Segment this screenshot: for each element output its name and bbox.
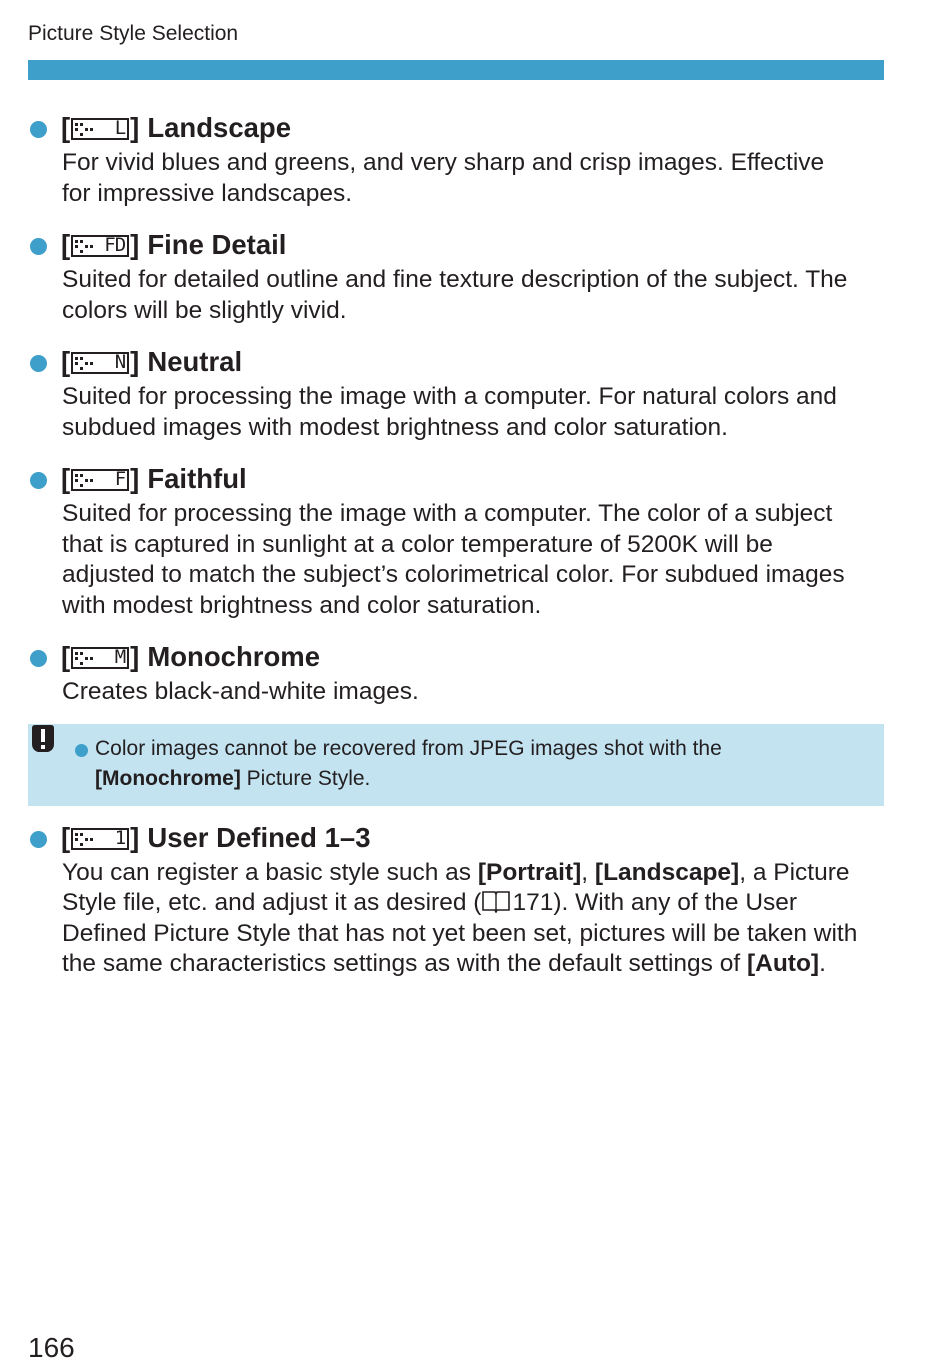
style-description: Suited for detailed outline and fine texture description of the subject. The colors will be slightly vivid. <box>62 266 848 324</box>
style-description: You can register a basic style such as [Portrait], [Landscape], a Picture Style file, etc. and adjust it as desired ( 171). With any of the User Defined Picture Style that has not yet been set, pictures will be taken with the same characteristics settings as with the default settings of [Auto]. <box>62 858 858 977</box>
bullet-icon <box>30 472 47 489</box>
style-item-monochrome: [ M ] Monochrome Creates black-and-white images. <box>28 639 888 708</box>
page-reference[interactable]: 171 <box>512 889 554 916</box>
style-title: Landscape <box>147 112 292 143</box>
style-title: Faithful <box>147 463 247 494</box>
style-item-user-defined: [ 1 ] User Defined 1–3 You can register a basic style such as [Portrait], [Landscape], a Picture Style file, etc. and adjust it as desired ( 171). With any of the User Defined Picture Style that has not yet been set, pictures will be taken with the same characteristics settings as with the default settings of [Auto]. <box>28 820 888 980</box>
page-number: 166 <box>28 1332 75 1363</box>
style-title: User Defined 1–3 <box>147 821 371 853</box>
bullet-icon <box>30 831 47 848</box>
book-icon <box>481 889 511 913</box>
bullet-icon <box>30 355 47 372</box>
picture-style-icon: F <box>71 469 129 491</box>
picture-style-icon: N <box>71 352 129 374</box>
caution-icon <box>28 724 58 754</box>
title-bar <box>28 60 884 80</box>
style-description: Suited for processing the image with a computer. The color of a subject that is captured in sunlight at a color temperature of 5200K will be adjusted to match the subject’s colorimetrical color. For subdued images with modest brightness and color saturation. <box>62 500 845 619</box>
style-item-fine-detail: [ FD ] Fine Detail Suited for detailed outline and fine texture description of the subject. The colors will be slightly vivid. <box>28 227 888 326</box>
style-title: Neutral <box>147 346 243 377</box>
picture-style-icon: 1 <box>71 828 129 850</box>
style-description: Creates black-and-white images. <box>62 678 419 705</box>
style-description: Suited for processing the image with a computer. For natural colors and subdued images with modest brightness and color saturation. <box>62 383 837 441</box>
style-item-faithful: [ F ] Faithful Suited for processing the image with a computer. The color of a subject that is captured in sunlight at a color temperature of 5200K will be adjusted to match the subject’s colorimetrical color. For subdued images with modest brightness and color saturation. <box>28 461 888 621</box>
bullet-icon <box>30 121 47 138</box>
style-description: For vivid blues and greens, and very sharp and crisp images. Effective for impressive landscapes. <box>62 149 825 207</box>
bullet-icon <box>30 238 47 255</box>
bullet-icon <box>75 744 88 757</box>
style-title: Monochrome <box>147 641 320 672</box>
caution-text: Color images cannot be recovered from JPEG images shot with the [Monochrome] Picture Style. <box>95 736 722 790</box>
picture-style-icon: M <box>71 647 129 669</box>
caution-box <box>28 724 884 806</box>
style-title: Fine Detail <box>147 229 287 260</box>
page-title: Picture Style Selection <box>28 22 239 45</box>
content <box>28 110 888 980</box>
bullet-icon <box>30 650 47 667</box>
style-item-landscape: [ L ] Landscape For vivid blues and greens, and very sharp and crisp images. Effective for impressive landscapes. <box>28 110 888 209</box>
style-item-neutral: [ N ] Neutral Suited for processing the image with a computer. For natural colors and subdued images with modest brightness and color saturation. <box>28 344 888 443</box>
picture-style-icon: L <box>71 118 129 140</box>
picture-style-icon: FD <box>71 235 129 257</box>
